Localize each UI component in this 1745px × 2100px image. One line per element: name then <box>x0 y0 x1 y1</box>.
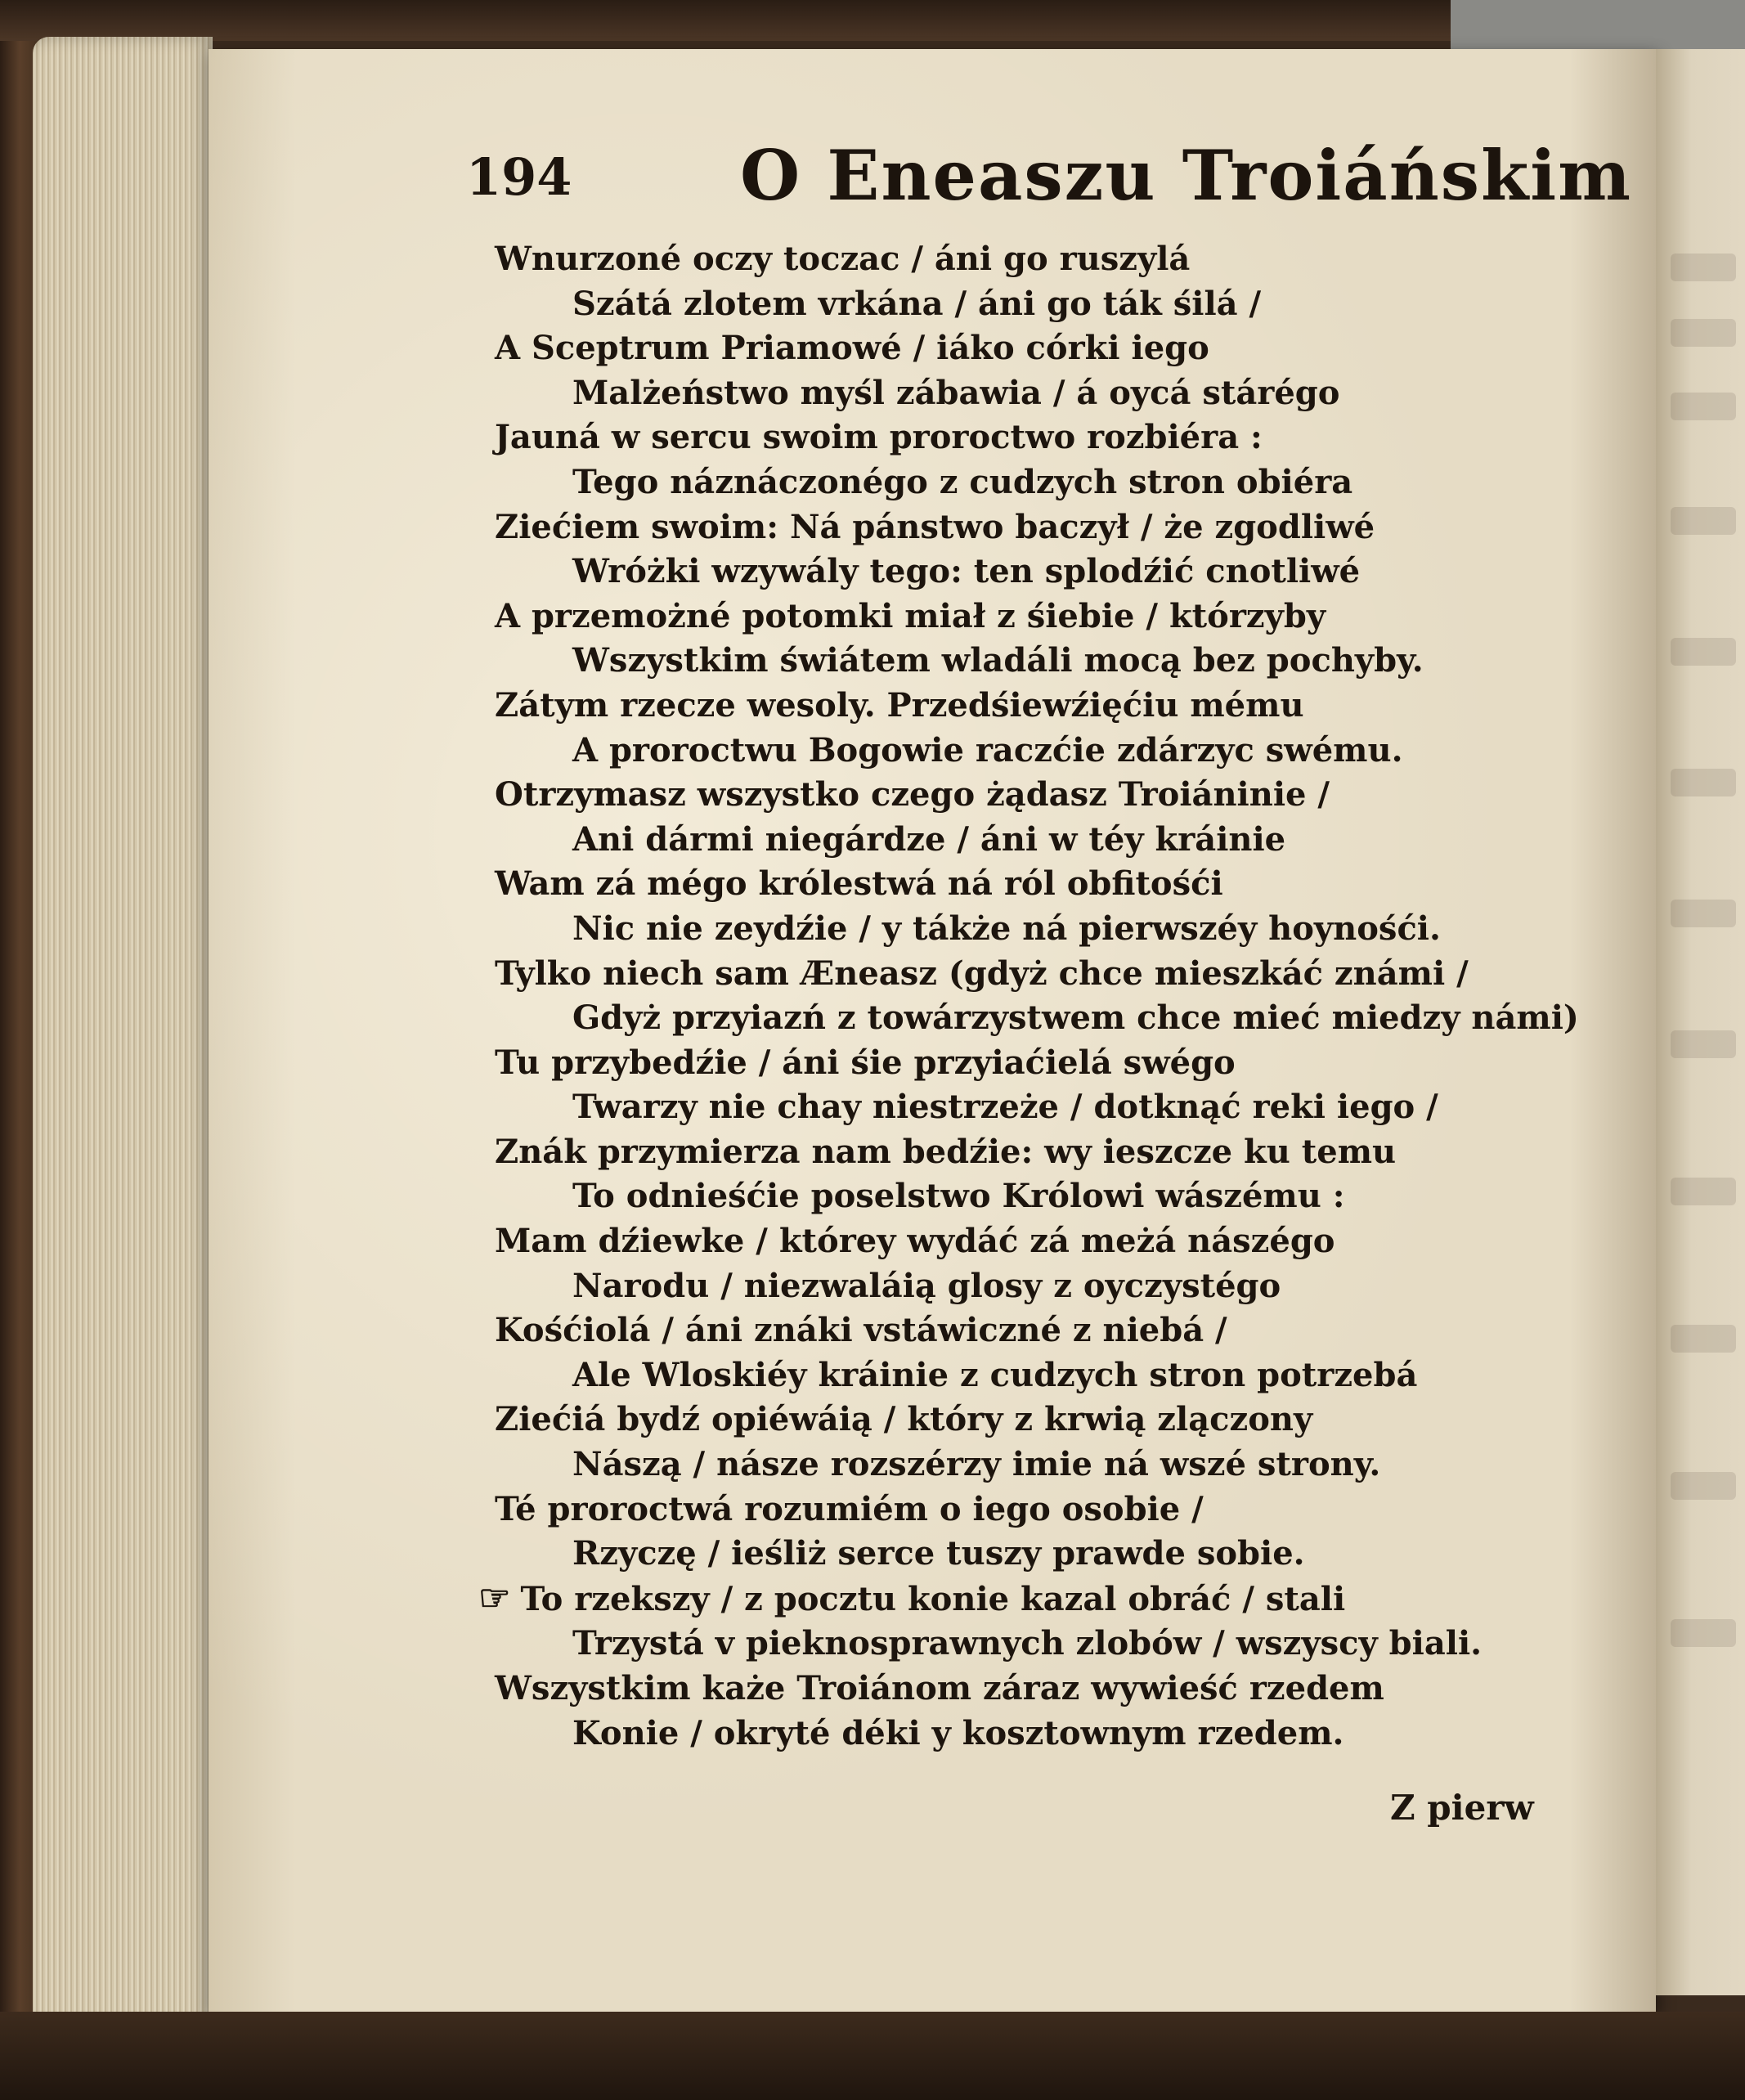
verse-line <box>495 862 1558 907</box>
verse-line <box>495 1622 1558 1667</box>
verse-line <box>495 907 1558 952</box>
verse-line <box>495 773 1558 818</box>
verse-line-text: Zátym rzecze wesoly. Przedśiewźięćiu mému <box>495 685 1304 725</box>
verse-line-text: Konie / okryté déki y kosztownym rzedem. <box>572 1713 1344 1752</box>
verse-line <box>495 460 1558 505</box>
verse-line-text: Tego náznáczonégo z cudzych stron obiéra <box>572 462 1353 501</box>
verse-line <box>495 729 1558 774</box>
verse-line-text: Szátá zlotem vrkána / áni go ták śilá / <box>572 284 1262 323</box>
verse-line <box>495 505 1558 550</box>
verse-line <box>495 550 1558 595</box>
verse-line-text: Ziećiem swoim: Ná pánstwo baczył / że zgodliwé <box>495 507 1375 546</box>
verse-line <box>495 1667 1558 1712</box>
poem-text <box>478 237 1579 1756</box>
verse-line <box>495 1264 1558 1309</box>
verse-line <box>495 1174 1558 1219</box>
verse-line-text: Mam dźiewke / którey wydáć zá meżá nászégo <box>495 1222 1335 1261</box>
verse-line <box>495 818 1558 863</box>
verse-line <box>495 1353 1558 1398</box>
verse-line <box>495 1085 1558 1130</box>
verse-line-text: Narodu / niezwaláią glosy z oyczystégo <box>572 1266 1281 1305</box>
verse-line <box>495 1130 1558 1175</box>
verse-line <box>495 1308 1558 1353</box>
verse-line-text: Té proroctwá rozumiém o iego osobie / <box>495 1489 1204 1528</box>
verse-line <box>495 371 1558 416</box>
scanner-cloth <box>1451 0 1745 49</box>
verse-line <box>495 326 1558 371</box>
facing-page-bleed <box>1671 1619 1736 1647</box>
verse-line-text: Wnurzoné oczy toczac / áni go ruszylá <box>495 240 1191 278</box>
verse-line-text: Trzystá v pieknosprawnych zlobów / wszyscy biali. <box>572 1624 1483 1663</box>
scanner-background-bottom <box>0 2012 1745 2100</box>
verse-line-text: To odnieśćie poselstwo Królowi wászému : <box>572 1177 1345 1216</box>
verse-line-text: Gdyż przyiazń z towárzystwem chce mieć miedzy námi) <box>572 998 1579 1038</box>
facing-page-bleed <box>1671 638 1736 666</box>
verse-line-text: To rzekszy / z pocztu konie kazal obráć / stali <box>520 1579 1346 1618</box>
verse-line <box>495 1532 1558 1577</box>
facing-page-bleed <box>1671 1030 1736 1058</box>
verse-line-text: Rzyczę / ieśliż serce tuszy prawde sobie. <box>572 1534 1305 1573</box>
verse-line-text: Kośćiolá / áni znáki vstáwiczné z niebá / <box>495 1311 1227 1350</box>
verse-line-text: Ale Wloskiéy kráinie z cudzych stron potrzebá <box>572 1355 1418 1394</box>
verse-line-text: Wam zá mégo królestwá ná ról obfitośći <box>495 864 1223 904</box>
verse-line <box>495 1219 1558 1264</box>
facing-page-bleed <box>1671 319 1736 347</box>
facing-page-bleed <box>1671 1178 1736 1205</box>
verse-line-text: Ani dármi niegárdze / áni w téy kráinie <box>572 819 1286 859</box>
facing-page-bleed <box>1671 254 1736 281</box>
verse-line <box>495 952 1558 997</box>
verse-line-text: Nászą / násze rozszérzy imie ná wszé strony. <box>572 1445 1381 1484</box>
verse-line-text: Jauná w sercu swoim proroctwo rozbiéra : <box>495 418 1263 457</box>
verse-line <box>495 237 1558 282</box>
verse-line <box>495 282 1558 327</box>
facing-page-bleed <box>1671 900 1736 927</box>
verse-line <box>495 1488 1558 1532</box>
verse-line-text: Ziećiá bydź opiéwáią / który z krwią zlączony <box>495 1400 1313 1439</box>
verse-line <box>495 996 1579 1041</box>
verse-line-text: A Sceptrum Priamowé / iáko córki iego <box>495 329 1209 368</box>
facing-page-bleed <box>1671 393 1736 420</box>
catchword: Z pierw <box>1390 1788 1534 1828</box>
verse-line-text: A proroctwu Bogowie raczćie zdárzyc swému. <box>572 730 1403 770</box>
page-number: 194 <box>466 147 572 207</box>
verse-line <box>495 595 1558 639</box>
verse-line <box>495 1712 1558 1757</box>
facing-page-bleed <box>1671 507 1736 535</box>
verse-line-text: Otrzymasz wszystko czego żądasz Troiáninie / <box>495 775 1330 814</box>
verse-line-text: Wszystkim świátem wladáli mocą bez pochyby. <box>572 641 1424 680</box>
verse-line-text: Wszystkim każe Troiánom záraz wywieść rzedem <box>495 1669 1384 1707</box>
verse-line-text: Wróżki wzywály tego: ten splodźić cnotliwé <box>572 552 1361 591</box>
verse-line <box>495 1443 1558 1488</box>
verse-line-text: Tylko niech sam Æneasz (gdyż chce mieszkáć známi / <box>495 954 1469 993</box>
verse-line <box>495 684 1558 729</box>
verse-line-text: Tu przybedźie / áni śie przyiaćielá swégo <box>495 1043 1236 1082</box>
verse-line <box>495 1041 1558 1086</box>
verse-line-text: Twarzy nie chay niestrzeże / dotknąć reki iego / <box>572 1088 1438 1127</box>
verse-line-text: Nic nie zeydźie / y tákże ná pierwszéy hoynośći. <box>572 909 1441 948</box>
verse-line <box>495 639 1558 684</box>
verse-line <box>495 415 1558 460</box>
facing-page-bleed <box>1671 1325 1736 1353</box>
facing-page-bleed <box>1671 769 1736 796</box>
verse-line <box>495 1398 1558 1443</box>
running-title: O Eneaszu Troiáńskim <box>740 135 1633 216</box>
facing-page <box>1656 49 1745 1995</box>
verse-line-text: Malżeństwo myśl zábawia / á oycá stárégo <box>572 373 1340 412</box>
verse-line <box>478 1577 1558 1622</box>
verse-line-text: A przemożné potomki miał z śiebie / którzyby <box>495 596 1326 635</box>
page-edges <box>33 37 213 2040</box>
facing-page-bleed <box>1671 1472 1736 1500</box>
paragraph-mark: ☞ <box>478 1577 511 1619</box>
verse-line-text: Znák przymierza nam bedźie: wy ieszcze ku temu <box>495 1132 1397 1171</box>
